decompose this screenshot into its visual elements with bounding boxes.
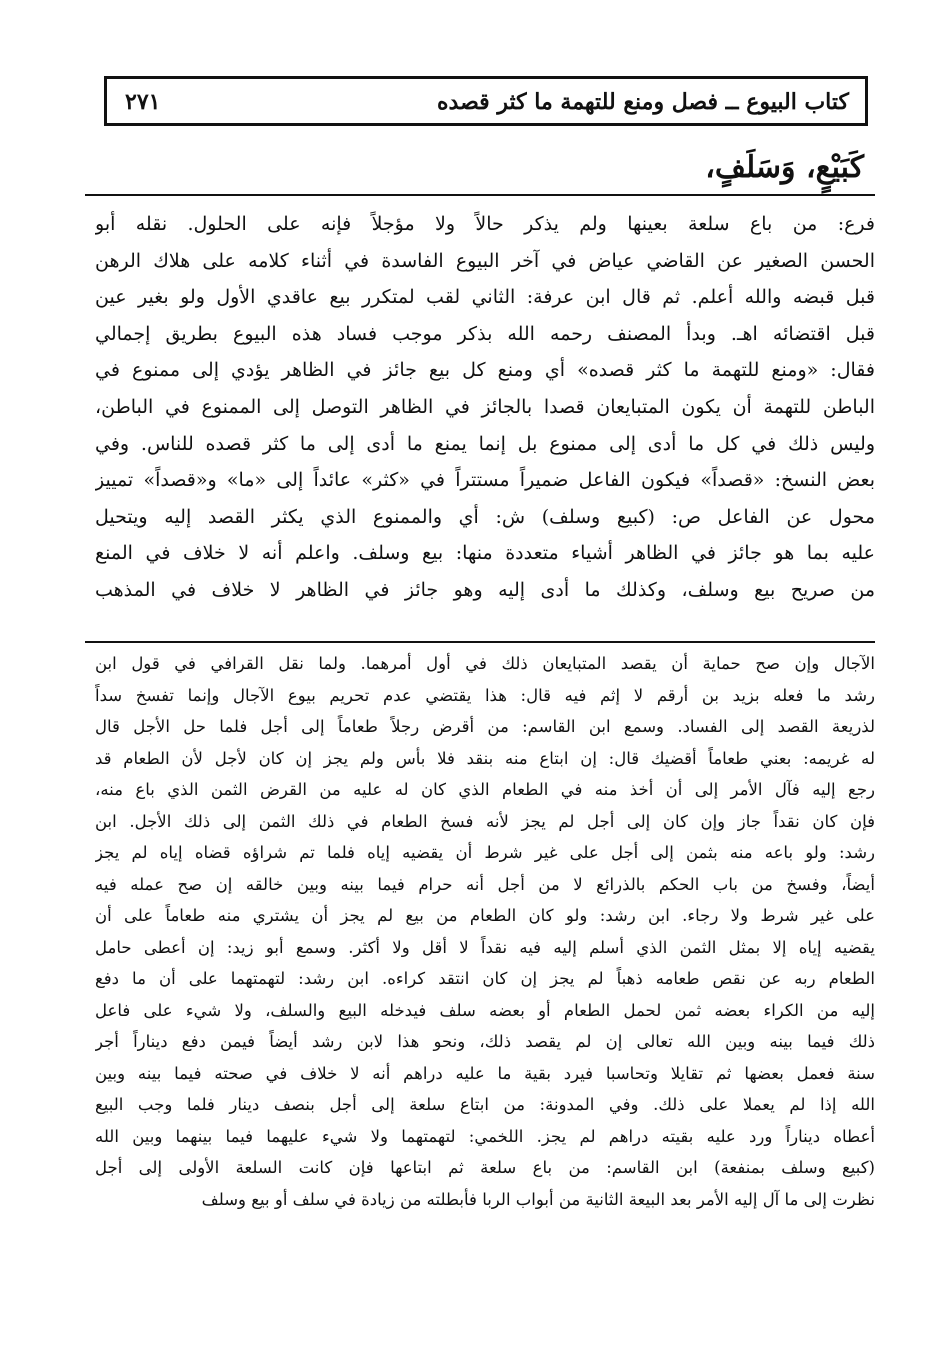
- main-commentary: [95, 206, 875, 609]
- text-line: قبل اقتضائه اهـ. وبدأ المصنف رحمه الله بذكر موجب فساد هذه البيوع بطريق إجمالي: [95, 322, 875, 345]
- text-line: رشد: ولو باعه منه بثمن إلى أجل على غير شرط أن يقضيه إياه فلما تم شراؤه قضاه إياه لم يجز: [95, 843, 875, 862]
- text-line: رجع إليه فآل الأمر إلى أن أخذ منه في الطعام الذي كان له عليه من القرض الثمن الذي باع منه،: [95, 780, 875, 799]
- text-line: محول عن الفاعل ص: (كبيع وسلف) ش: أي والممنوع الذي يكثر القصد إليه ويتحيل: [95, 505, 875, 528]
- text-line: الحسن الصغير عن القاضي عياض في آخر البيوع الفاسدة في أثناء كلامه على هلاك الرهن: [95, 249, 875, 272]
- text-line: لذريعة القصد إلى الفساد. وسمع ابن القاسم: من أقرض رجلاً طعاماً إلى أجل فلما حل الأجل قال: [95, 717, 875, 736]
- text-line: فقال: «ومنع للتهمة ما كثر قصده» أي ومنع كل بيع جائز في الظاهر يؤدي إلى ممنوع في: [95, 359, 875, 382]
- text-line: وليس ذلك في كل ما أدى إلى ممنوع بل إنما يمنع ما أدى إلى ما كثر قصده للناس. وفي: [95, 432, 875, 455]
- matn-heading: كَبَيْعٍ، وَسَلَفٍ،: [705, 150, 864, 185]
- text-line: إليه من الكراء بعضه ثمن لحمل الطعام أو بعضه سلف فيدخله البيع والسلف، ولا شيء على فاعل: [95, 1000, 875, 1020]
- text-line: فرع: من باع سلعة بعينها ولم يذكر حالاً ولا مؤجلاً فإنه على الحلول. نقله أبو: [95, 213, 875, 235]
- text-line: عليه بما هو جائز في الظاهر أشياء متعددة منها: بيع وسلف. واعلم أنه لا خلاف في المنع: [95, 542, 875, 565]
- text-line: (كبيع وسلف بمنفعة) ابن القاسم: من باع سلعة ثم ابتاعها فإن كانت السلعة الأولى إلى أجل: [95, 1158, 875, 1177]
- text-line: الباطن للتهمة أن يكون المتبايعان قصدا بالجائز في الظاهر التوصل إلى الممنوع في الباطن،: [95, 395, 875, 418]
- text-line: أيضاً، وفسخ من باب الحكم بالذرائع لا من أجل أنه حرام فيما بينه وبين خالقه إن صح عمله فيه: [95, 874, 875, 894]
- page-number: ٢٧١: [125, 89, 161, 115]
- text-line: فإن كان نقداً جاز وإن كان إلى أجل لم يجز لأنه فسخ الطعام في ذلك الثمن إلى ذلك الأجل. ابن: [95, 811, 875, 831]
- text-line: يقضيه إياه إلا بمثل الثمن الذي أسلم إليه فيه نقداً لا أقل ولا أكثر. وسمع أبو زيد: إن أعطى حامل: [95, 937, 875, 957]
- text-line: ذلك فيما بينه وبين الله تعالى إن لم يقصد ذلك، ونحو هذا لابن رشد أيضاً فيمن دفع ديناراً أجر: [95, 1032, 875, 1051]
- header-title: كتاب البيوع ــ فصل ومنع للتهمة ما كثر قصده: [437, 89, 849, 115]
- text-line: قبل قبضه والله أعلم. ثم قال ابن عرفة: الثاني لقب لمتكرر بيع عاقدي الأول ولو بغير عين: [95, 286, 875, 309]
- text-line: على غير شرط ولا رجاء. ابن رشد: ولو كان الطعام من بيع لم يجز أن يشتري منه طعاماً على أن: [95, 906, 875, 925]
- text-line: أعطاه ديناراً ورد عليه بقيته دراهم لم يجز. اللخمي: لتهمتهما ولا شيء عليهما فيما بينهما وبين الله: [95, 1126, 875, 1146]
- text-line: نظرت إلى ما آل إليه الأمر بعد البيعة الثانية من أبواب الربا فأبطلته من زيادة في سلف أو بيع وسلف: [201, 1189, 875, 1209]
- text-line: الآجال وإن صح حماية أن يقصد المتبايعان ذلك في أول أمرهما. ولما نقل القرافي في قول ابن: [95, 654, 875, 673]
- divider-footnotes: [85, 641, 875, 643]
- text-line: سنة فعمل بعضها ثم تقايلا وتحاسبا فيرد بقية ما عليه دراهم أنه لا خلاف في صحته فيما بينه وبين: [95, 1063, 875, 1083]
- text-line: رشد ما فعله بزيد بن أرقم لا إثم فيه قال: هذا يقتضي عدم تحريم بيوع الآجال وإنما تفسخ سداً: [95, 685, 875, 705]
- text-line: الطعام ربه عن نقص طعامه ذهباً لم يجز إن كان انتقد كراءه. ابن رشد: لتهمتهما على أن ما دفع: [95, 969, 875, 988]
- text-line: من صريح بيع وسلف، وكذلك ما أدى إليه وهو جائز في الظاهر لا خلاف في المذهب: [95, 578, 875, 601]
- text-line: بعض النسخ: «قصداً» فيكون الفاعل ضميراً مستتراً في «كثر» عائداً إلى «ما» و«قصداً» تمييز: [95, 469, 875, 492]
- running-header: [104, 76, 868, 126]
- text-line: الله إذا لم يعملا على ذلك. وفي المدونة: من ابتاع سلعة إلى أجل بنصف دينار فلما وجب البيع: [95, 1095, 875, 1114]
- footnote-commentary: [95, 648, 875, 1215]
- text-line: له غريمه: بعني طعاماً أقضيك قال: إن ابتاع منه بنقد فلا بأس ولم يجز إن كان لأجل لأن الطعام قد: [95, 748, 875, 768]
- divider-top: [85, 194, 875, 196]
